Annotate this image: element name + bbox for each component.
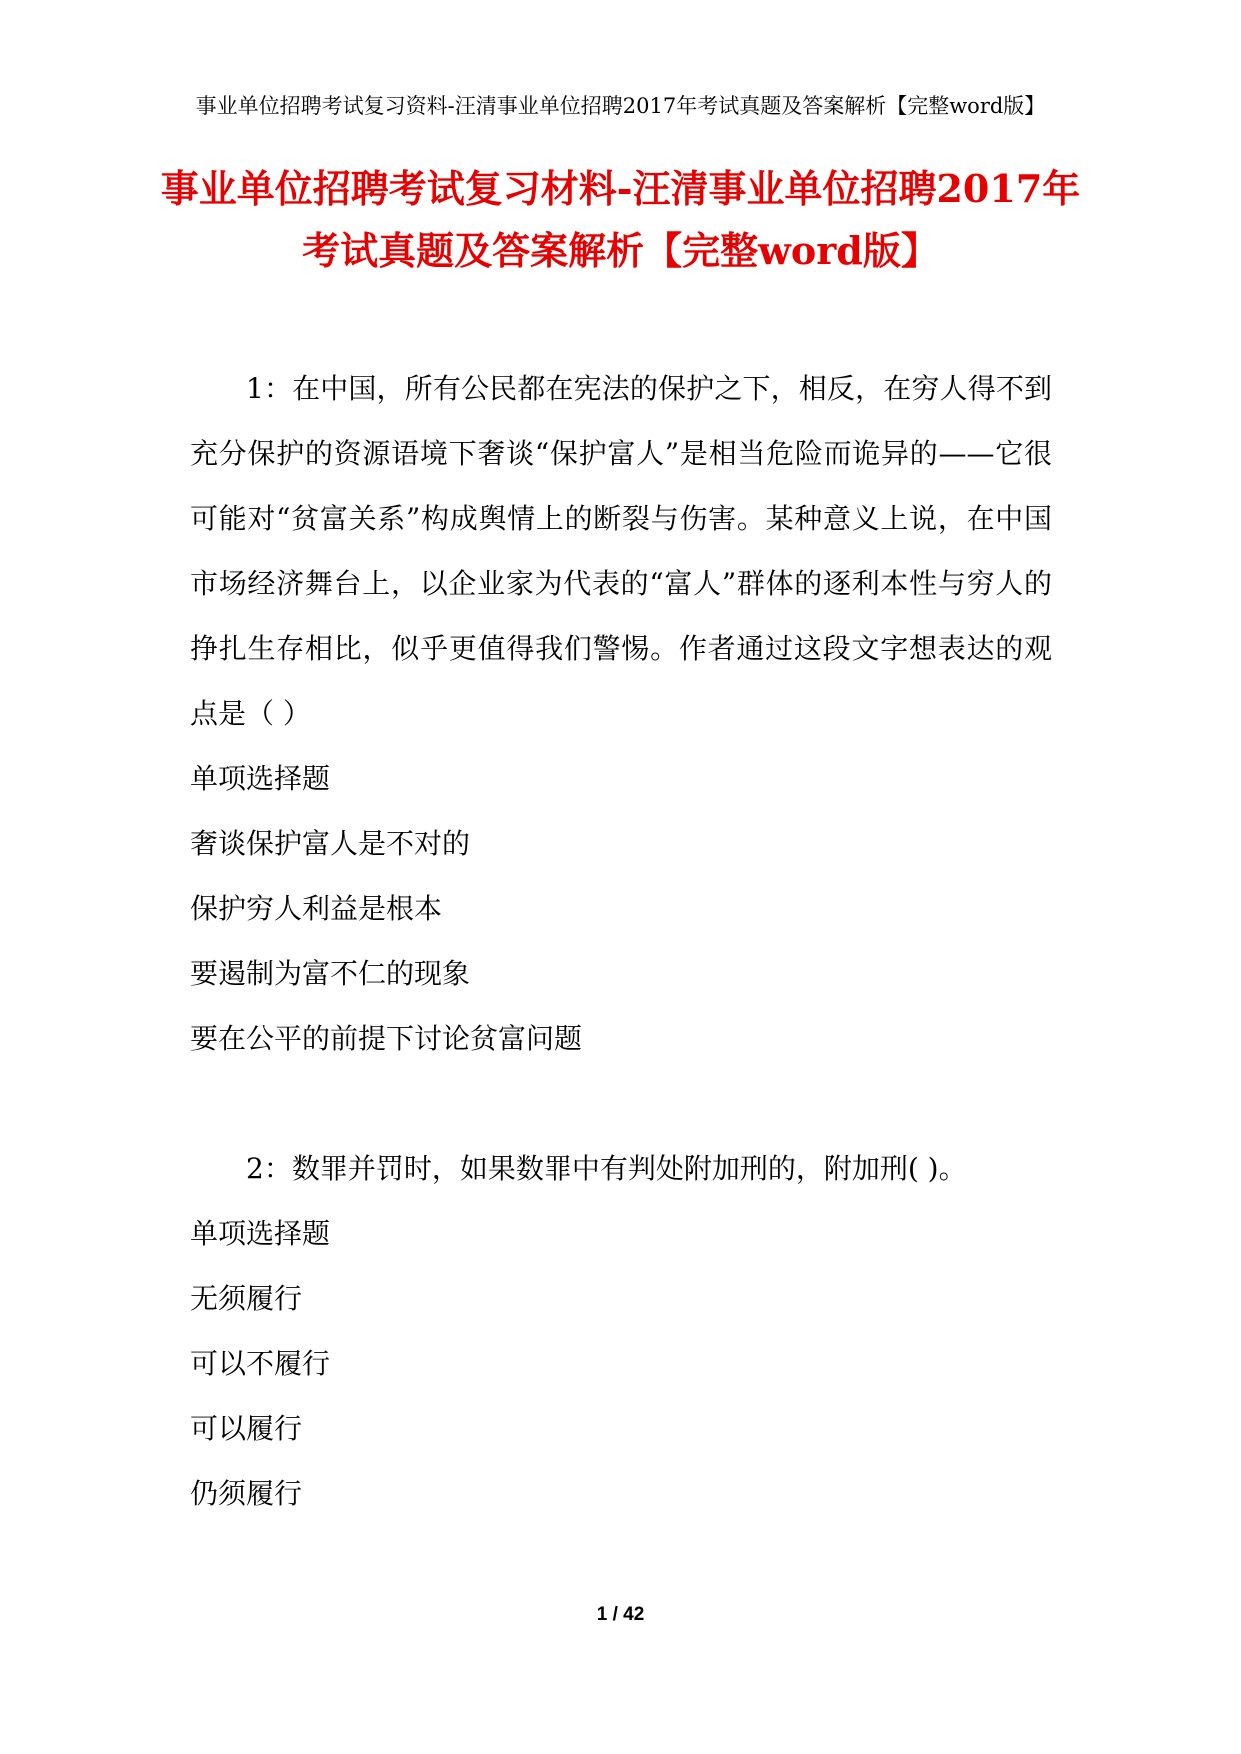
option-b: 可以不履行 <box>190 1347 331 1380</box>
question-type: 单项选择题 <box>190 762 331 795</box>
running-header: 事业单位招聘考试复习资料-汪清事业单位招聘2017年考试真题及答案解析【完整word版】 <box>195 94 1046 118</box>
question-2 <box>190 1136 1052 1526</box>
option-d: 仍须履行 <box>190 1477 303 1510</box>
document-title: 事业单位招聘考试复习材料-汪清事业单位招聘2017年考试真题及答案解析【完整word版】 <box>160 166 1081 273</box>
option-d: 要在公平的前提下讨论贫富问题 <box>190 1022 583 1055</box>
option-c: 可以履行 <box>190 1412 303 1445</box>
question-type: 单项选择题 <box>190 1217 331 1250</box>
option-a: 无须履行 <box>190 1282 303 1315</box>
question-stem: 1：在中国，所有公民都在宪法的保护之下，相反，在穷人得不到充分保护的资源语境下奢谈“保护富人”是相当危险而诡异的——它很可能对“贫富关系”构成舆情上的断裂与伤害。某种意义上说，在中国市场经济舞台上，以企业家为代表的“富人”群体的逐利本性与穷人的挣扎生存相比，似乎更值得我们警惕。作者通过这段文字想表达的观点是（ ） <box>190 372 1052 730</box>
option-b: 保护穷人利益是根本 <box>190 892 443 925</box>
option-c: 要遏制为富不仁的现象 <box>190 957 471 990</box>
page-number: 1 / 42 <box>596 1604 645 1625</box>
question-1 <box>190 356 1052 1071</box>
question-stem: 2：数罪并罚时，如果数罪中有判处附加刑的，附加刑( )。 <box>246 1152 967 1185</box>
option-a: 奢谈保护富人是不对的 <box>190 827 471 860</box>
